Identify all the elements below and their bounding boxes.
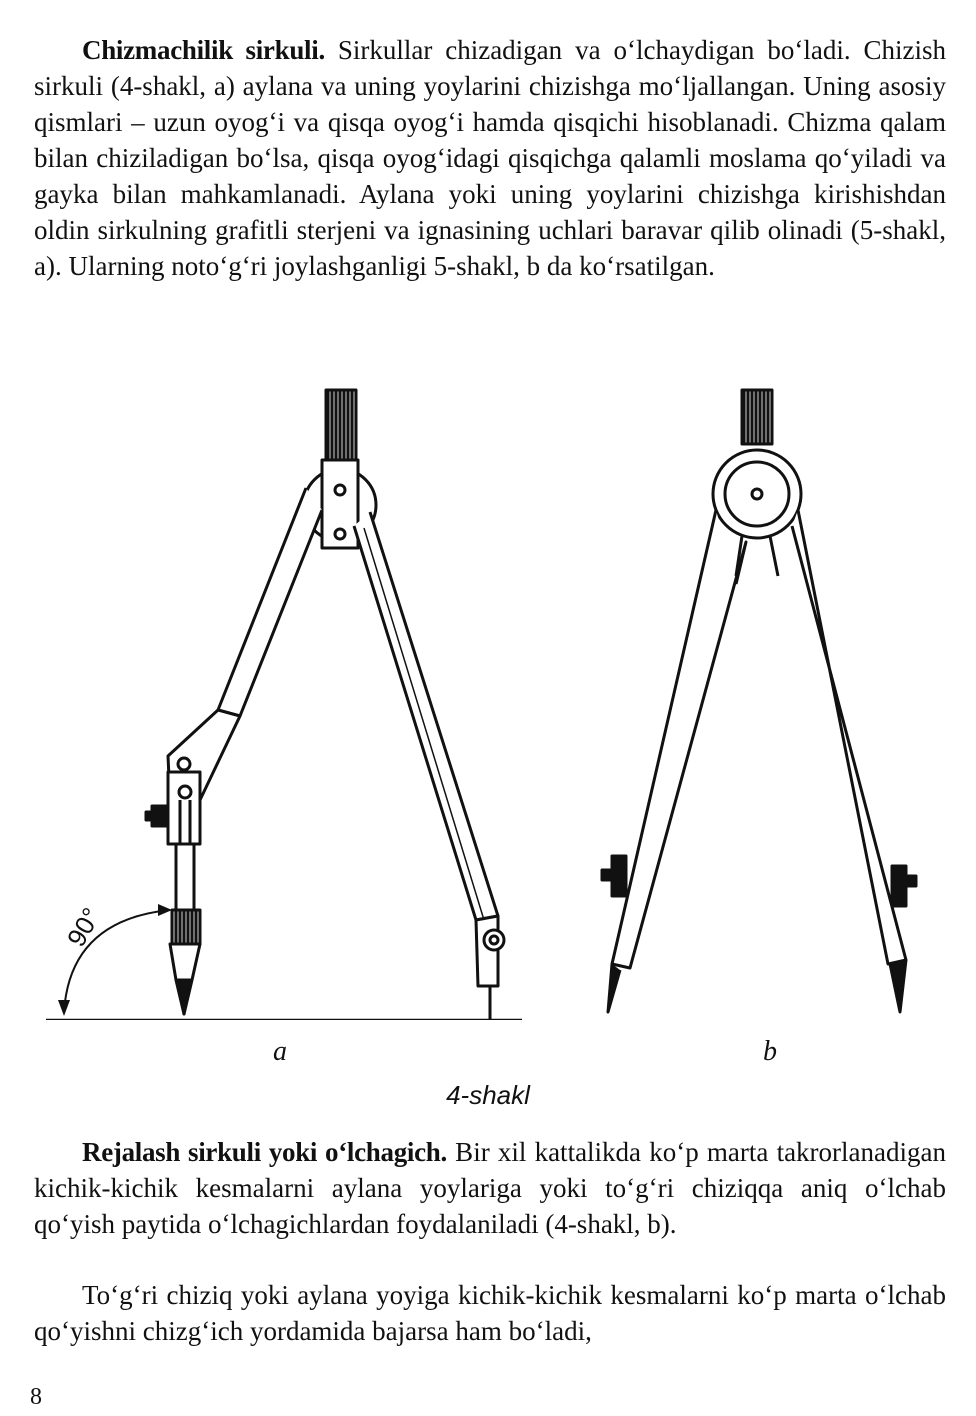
compass-illustrations <box>0 380 976 1020</box>
right-angle-marker <box>58 903 172 1016</box>
figure-label-a: a <box>273 1036 287 1067</box>
paragraph-drawing-compass-text: Sirkullar chizadigan va o‘lchaydigan bo‘ladi. Chizish sirkuli (4-shakl, a) aylana va uning yoylarini chizishga mo‘ljallangan. Uning asosiy qismlari – uzun oyog‘i va qisqa oyog‘i hamda qisqichi hisoblanadi. Chizma qalam bilan chiziladigan bo‘lsa, qisqa oyog‘idagi qisqichga qalamli moslama qo‘yiladi va gayka bilan mahkamlanadi. Aylana yoki uning yoylarini chizishga kirishishdan oldin sirkulning grafitli sterjeni va ignasining uchlari baravar qilib olinadi (5-shakl, a). Ularning noto‘g‘ri joylashganligi 5-shakl, b da ko‘rsatilgan. <box>34 35 946 281</box>
drawing-compass-a <box>146 390 504 1020</box>
angle-label: 90° <box>60 902 107 952</box>
dividers-handle-icon <box>742 390 772 444</box>
dividers-compass-b <box>602 390 916 1012</box>
heading-dividers: Rejalash sirkuli yoki o‘lchagich. <box>82 1137 447 1167</box>
handle-knob-icon <box>326 390 356 466</box>
paragraph-drawing-compass <box>34 32 946 284</box>
paragraph-dividers-text: Bir xil kattalikda ko‘p marta takrorlanadigan kichik-kichik kesmalarni aylana yoylariga yoki to‘g‘ri chiziqqa aniq o‘lchab qo‘yish paytida o‘lchagichlardan foydalaniladi (4-shakl, b). <box>34 1137 946 1239</box>
figure-label-b: b <box>763 1036 777 1067</box>
compass-figure <box>0 380 976 1020</box>
paragraph-dividers <box>34 1134 946 1242</box>
figure-caption: 4-shakl <box>446 1080 530 1110</box>
page-number: 8 <box>30 1384 42 1410</box>
paragraph-ruler-method: To‘g‘ri chiziq yoki aylana yoyiga kichik-kichik kesmalarni ko‘p marta o‘lchab qo‘yishni chizg‘ich yordamida bajarsa ham bo‘ladi, <box>34 1280 946 1346</box>
heading-drawing-compass: Chizmachilik sirkuli. <box>82 35 325 65</box>
